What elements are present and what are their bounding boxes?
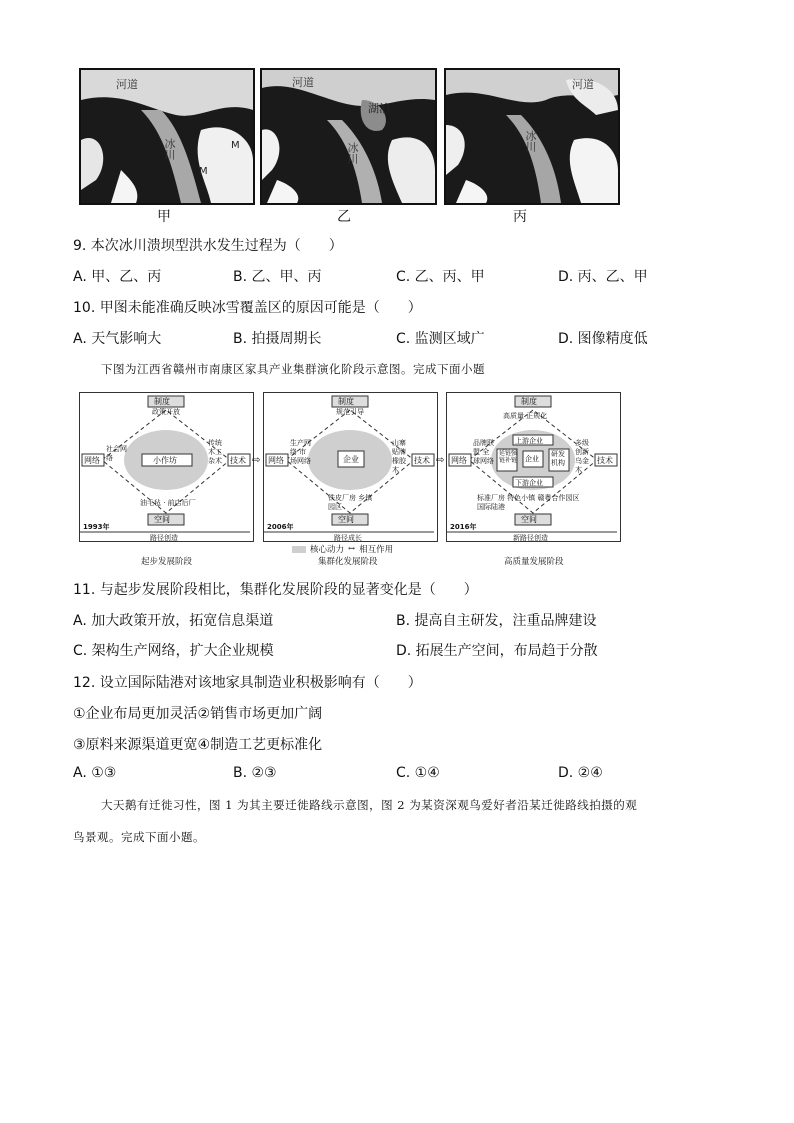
satellite-photo-jia xyxy=(79,68,255,205)
overlay-label: 冰川 xyxy=(346,142,359,164)
question-12-stem: 12. 设立国际陆港对该地家具制造业积极影响有（ ） xyxy=(73,675,422,691)
year-label: 2016年 xyxy=(450,523,477,531)
option-c[interactable]: C. 乙、丙、甲 xyxy=(396,269,485,285)
core-node: 企业 xyxy=(525,455,539,463)
photo-caption-jia: 甲 xyxy=(157,209,171,225)
note-top: 规范引导 xyxy=(336,408,364,416)
question-9-stem: 9. 本次冰川溃坝型洪水发生过程为（ ） xyxy=(73,238,343,254)
option-b[interactable]: B. 拍摄周期长 xyxy=(233,331,322,347)
option-c[interactable]: C. ①④ xyxy=(396,765,440,781)
node-technology: 技术 xyxy=(414,456,430,465)
note-bottom: 标准厂房 特色小镇 赣粤合作园区 国际陆港 xyxy=(477,494,580,511)
stage-arrow: ⇨ xyxy=(252,455,261,466)
core-node: 小作坊 xyxy=(153,456,177,465)
statement-line: ③原料来源渠道更宽④制造工艺更标准化 xyxy=(73,737,323,753)
stage-label-quality: 高质量发展阶段 xyxy=(504,557,564,567)
node-network: 网络 xyxy=(268,456,284,465)
node-space: 空间 xyxy=(338,515,354,524)
node-network: 网络 xyxy=(451,456,467,465)
note-bottom: 油毛毡 · 前店后厂 xyxy=(140,499,196,507)
core-node: 企业 xyxy=(343,455,359,464)
overlay-label: 冰川 xyxy=(524,130,537,152)
node-space: 空间 xyxy=(521,515,537,524)
option-a[interactable]: A. 加大政策开放，拓宽信息渠道 xyxy=(73,613,274,629)
path-label: 新路径创造 xyxy=(513,534,548,542)
note-left: 生产网络 市场网络 xyxy=(290,439,311,465)
upstream-node: 上游企业 xyxy=(515,437,543,445)
node-technology: 技术 xyxy=(230,456,246,465)
option-d[interactable]: D. 图像精度低 xyxy=(558,331,648,347)
node-network: 网络 xyxy=(84,456,100,465)
year-label: 2006年 xyxy=(267,523,294,531)
note-bottom: 铁皮厂房 乡镇园区 xyxy=(328,494,373,511)
overlay-label: 冰川 xyxy=(163,138,176,160)
overlay-label: M xyxy=(231,140,240,151)
overlay-label: M xyxy=(199,166,208,177)
question-11-stem: 11. 与起步发展阶段相比，集群化发展阶段的显著变化是（ ） xyxy=(73,582,478,598)
option-d[interactable]: D. 丙、乙、甲 xyxy=(558,269,648,285)
note-left: 品牌联盟 全球网络 xyxy=(473,439,494,465)
option-a[interactable]: A. ①③ xyxy=(73,765,117,781)
option-b[interactable]: B. ②③ xyxy=(233,765,277,781)
note-right: 多级创新 乌金木 xyxy=(575,439,589,474)
question-10-stem: 10. 甲图未能准确反映冰雪覆盖区的原因可能是（ ） xyxy=(73,300,422,316)
legend-arrow-icon: ↔ xyxy=(348,544,356,554)
node-institution: 制度 xyxy=(338,397,354,406)
photo-caption-bing: 丙 xyxy=(513,209,527,225)
satellite-photo-bing xyxy=(444,68,620,205)
stage-label-cluster: 集群化发展阶段 xyxy=(318,557,378,567)
note-right: 传统木工杂术 xyxy=(208,439,222,465)
reading-intro-furniture: 下图为江西省赣州市南康区家具产业集群演化阶段示意图。完成下面小题 xyxy=(101,362,485,376)
option-a[interactable]: A. 天气影响大 xyxy=(73,331,162,347)
note-right: 山寨贴牌橡胶木 xyxy=(392,439,406,474)
option-d[interactable]: D. 拓展生产空间，布局趋于分散 xyxy=(396,643,598,659)
downstream-node: 下游企业 xyxy=(515,479,543,487)
node-space: 空间 xyxy=(154,515,170,524)
overlay-label: 河道 xyxy=(572,78,594,91)
option-a[interactable]: A. 甲、乙、丙 xyxy=(73,269,162,285)
node-technology: 技术 xyxy=(597,456,613,465)
node-institution: 制度 xyxy=(154,397,170,406)
stage-label-start: 起步发展阶段 xyxy=(141,557,193,567)
year-label: 1993年 xyxy=(83,523,110,531)
statement-line: ①企业布局更加灵活②销售市场更加广阔 xyxy=(73,706,323,722)
legend-arrow-label: 相互作用 xyxy=(359,545,394,555)
chain-node: 延链强链补链 xyxy=(499,450,518,464)
note-top: 政策开放 xyxy=(152,408,180,416)
note-left: 社会网络 xyxy=(106,445,127,462)
option-b[interactable]: B. 提高自主研发，注重品牌建设 xyxy=(396,613,597,629)
stage-panel-2006 xyxy=(263,392,438,542)
overlay-label: 河道 xyxy=(292,76,314,89)
option-d[interactable]: D. ②④ xyxy=(558,765,603,781)
photo-caption-yi: 乙 xyxy=(337,209,351,225)
stage-panel-2016 xyxy=(446,392,621,542)
diagram-legend xyxy=(292,543,393,555)
stage-arrow: ⇨ xyxy=(436,455,445,466)
satellite-photo-yi xyxy=(260,68,437,205)
reading-intro-swan: 大天鹅有迁徙习性，图 1 为其主要迁徙路线示意图，图 2 为某资深观鸟爱好者沿某迁徙路线拍摄的观 xyxy=(101,798,638,812)
reading-intro-swan-line2: 鸟景观。完成下面小题。 xyxy=(73,830,205,844)
stage-panel-1993 xyxy=(79,392,254,542)
option-c[interactable]: C. 架构生产网络，扩大企业规模 xyxy=(73,643,274,659)
overlay-label: 河道 xyxy=(116,78,138,91)
option-b[interactable]: B. 乙、甲、丙 xyxy=(233,269,322,285)
node-institution: 制度 xyxy=(521,397,537,406)
option-c[interactable]: C. 监测区域广 xyxy=(396,331,485,347)
legend-core-label: 核心动力 xyxy=(310,545,345,555)
overlay-label: 湖泊 xyxy=(368,102,390,115)
path-label: 路径成长 xyxy=(334,534,362,542)
rd-node: 研发机构 xyxy=(551,450,565,467)
path-label: 路径创造 xyxy=(150,534,178,542)
note-top: 高质量 正规化 xyxy=(503,412,548,420)
legend-core-swatch xyxy=(292,546,306,553)
